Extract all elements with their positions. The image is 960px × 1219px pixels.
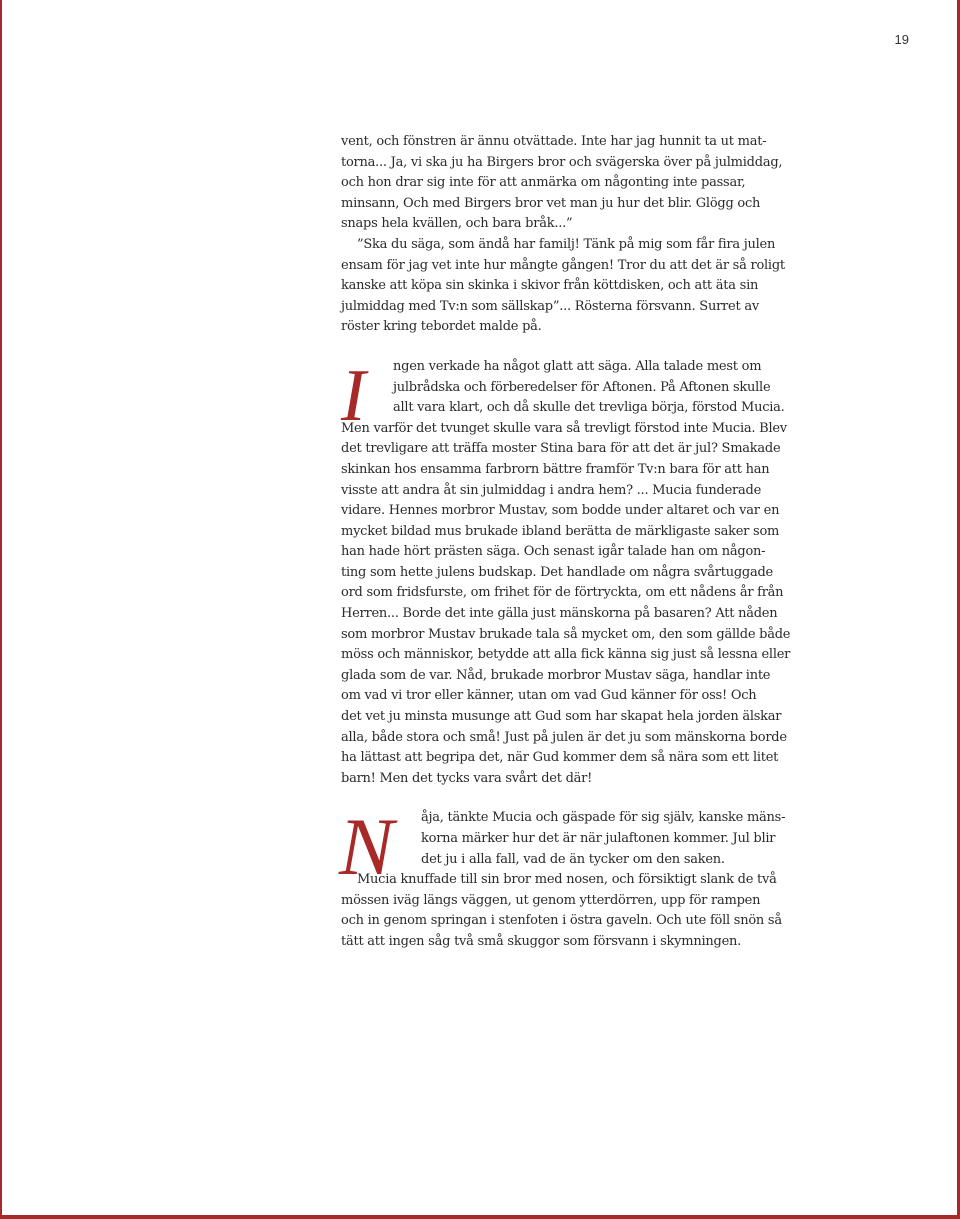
text-line: allt vara klart, och då skulle det trevliga börja, förstod Mucia. [393, 400, 785, 416]
text-column [339, 132, 791, 953]
text-line: minsann, Och med Birgers bror vet man ju hur det blir. Glögg och [341, 195, 761, 211]
section-spacer [341, 789, 763, 808]
text-line: julbrådska och förberedelser för Aftonen. På Aftonen skulle [393, 379, 771, 395]
text-line: det ju i alla fall, vad de än tycker om den saken. [421, 851, 725, 867]
text-line: möss och människor, betydde att alla fick känna sig just så lessna eller [341, 647, 791, 663]
text-line: ting som hette julens budskap. Det handlade om några svårtuggade [341, 564, 773, 580]
text-line: det trevligare att träffa moster Stina bara för att det är jul? Smakade [341, 441, 781, 457]
text-line: snaps hela kvällen, och bara bråk...” [341, 216, 573, 232]
text-line: Men varför det tvunget skulle vara så trevligt förstod inte Mucia. Blev [341, 420, 787, 436]
paragraph-1 [341, 132, 783, 235]
text-line: ord som fridsfurste, om frihet för de förtryckta, om ett nådens år från [341, 585, 784, 601]
text-line: åja, tänkte Mucia och gäspade för sig själv, kanske mäns- [421, 810, 786, 826]
text-line: och in genom springan i stenfoten i östra gaveln. Och ute föll snön så [341, 913, 782, 929]
text-line: han hade hört prästen säga. Och senast igår talade han om någon- [341, 544, 766, 560]
text-line: skinkan hos ensamma farbrorn bättre framför Tv:n bara för att han [341, 461, 770, 477]
drop-cap-i: I [341, 354, 366, 437]
text-line: Mucia knuffade till sin bror med nosen, och försiktigt slank de två [357, 872, 777, 888]
text-line: kanske att köpa sin skinka i skivor från köttdisken, och att äta sin [341, 278, 759, 294]
text-line: om vad vi tror eller känner, utan om vad Gud känner för oss! Och [341, 688, 757, 704]
text-line: glada som de var. Nåd, brukade morbror Mustav säga, handlar inte [341, 667, 771, 683]
section-spacer [341, 338, 763, 357]
text-line: tätt att ingen såg två små skuggor som försvann i skymningen. [341, 933, 742, 949]
text-line: röster kring tebordet malde på. [341, 319, 542, 335]
text-line: som morbror Mustav brukade tala så mycket om, den som gällde både [341, 626, 791, 642]
text-line: ensam för jag vet inte hur mångte gången! Tror du att det är så roligt [341, 257, 785, 273]
text-line: och hon drar sig inte för att anmärka om någonting inte passar, [341, 175, 746, 191]
text-line: vent, och fönstren är ännu otvättade. Inte har jag hunnit ta ut mat- [341, 134, 767, 149]
text-line: julmiddag med Tv:n som sällskap”... Rösterna försvann. Surret av [341, 298, 759, 314]
text-line: mycket bildad mus brukade ibland berätta de märkligaste saker som [341, 523, 780, 539]
text-line: alla, både stora och små! Just på julen är det ju som mänskorna borde [341, 729, 787, 745]
text-line: vidare. Hennes morbror Mustav, som bodde under altaret och var en [341, 503, 780, 519]
drop-cap-n: N [339, 801, 394, 893]
page-number: 19 [894, 32, 909, 47]
text-line: torna... Ja, vi ska ju ha Birgers bror och svägerska över på julmiddag, [341, 154, 783, 170]
text-line: mössen iväg längs väggen, ut genom ytterdörren, upp för rampen [341, 892, 761, 908]
text-line: ha lättast att begripa det, när Gud kommer dem så nära som ett litet [341, 750, 779, 766]
section-2 [341, 354, 791, 789]
text-line: visste att andra åt sin julmiddag i andra hem? ... Mucia funderade [341, 482, 762, 498]
text-line: barn! Men det tycks vara svårt det där! [341, 770, 593, 786]
text-line: ngen verkade ha något glatt att säga. Alla talade mest om [393, 358, 762, 374]
text-line: Herren... Borde det inte gälla just mänskorna på basaren? Att nåden [341, 606, 778, 622]
text-line: det vet ju minsta musunge att Gud som har skapat hela jorden älskar [341, 709, 782, 725]
paragraph-2 [341, 235, 785, 338]
text-line: korna märker hur det är när julaftonen kommer. Jul blir [421, 831, 776, 846]
text-line: ”Ska du säga, som ändå har familj! Tänk på mig som får fira julen [357, 236, 776, 252]
section-3 [339, 801, 786, 952]
